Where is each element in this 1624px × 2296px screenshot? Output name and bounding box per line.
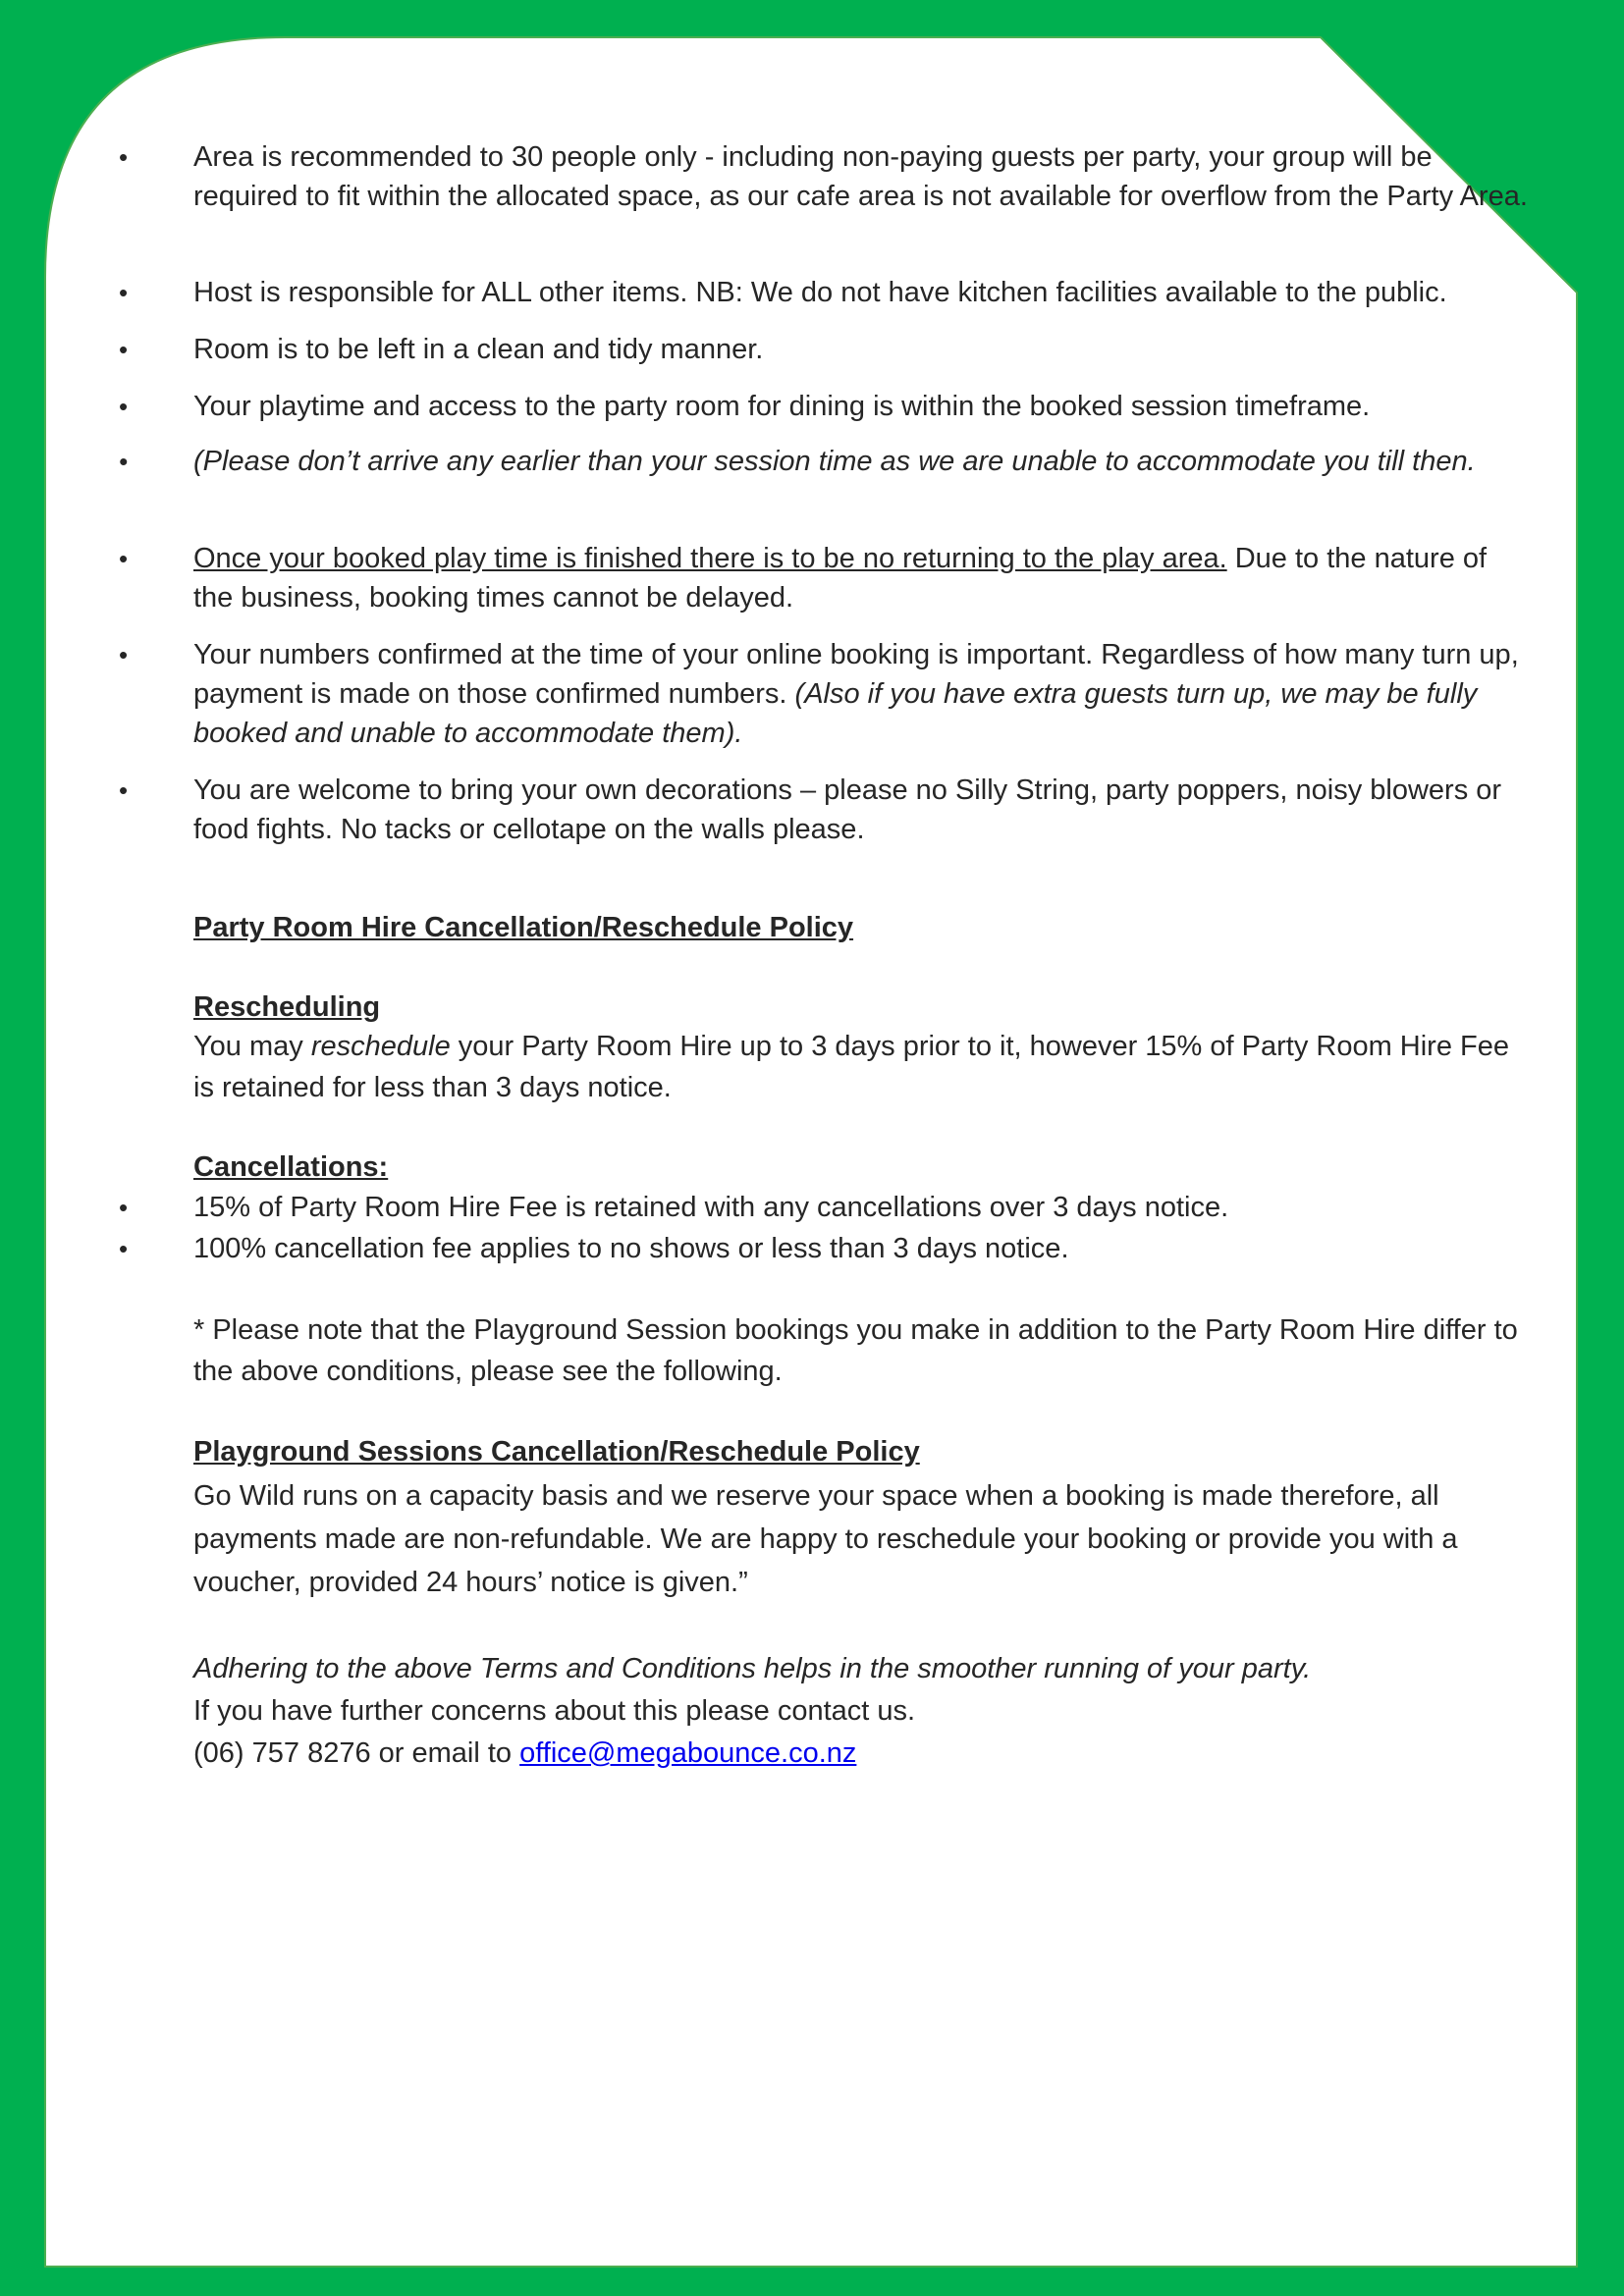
rescheduling-text-after: your Party Room Hire up to 3 days prior to it, however 15% of Party Room Hire Fee is retained for less than 3 days notice. — [193, 1031, 1509, 1103]
rule-numbers-italic: (Also if you have extra guests turn up, we may be fully booked and unable to accommodate them). — [193, 678, 1478, 749]
playground-note: * Please note that the Playground Session bookings you make in addition to the Party Room Hire differ to the above conditions, please see the following. — [193, 1314, 1518, 1387]
rescheduling-text-before: You may — [193, 1031, 311, 1062]
rule-playtime-text: Your playtime and access to the party room for dining is within the booked session timeframe. — [193, 391, 1371, 422]
rule-host-text: Host is responsible for ALL other items. NB: We do not have kitchen facilities available to the public. — [193, 277, 1447, 308]
rule-capacity-text: Area is recommended to 30 people only - including non-paying guests per party, your group will be required to fit within the allocated space, as our cafe area is not available for overflow from the Party Area. — [193, 141, 1528, 212]
playground-policy-heading: Playground Sessions Cancellation/Reschedule Policy — [193, 1436, 920, 1468]
rule-no-returning — [193, 539, 1529, 617]
closing-italic: Adhering to the above Terms and Conditions helps in the smoother running of your party. — [193, 1653, 1312, 1684]
rule-decorations-text: You are welcome to bring your own decorations – please no Silly String, party poppers, noisy blowers or food fights. No tacks or cellotape on the walls please. — [193, 774, 1502, 845]
rule-arrival-text: (Please don’t arrive any earlier than your session time as we are unable to accommodate you till then. — [193, 446, 1476, 477]
cancellation-item-text: 15% of Party Room Hire Fee is retained with any cancellations over 3 days notice. — [193, 1192, 1229, 1223]
phone-number: (06) 757 8276 or email to — [193, 1737, 520, 1769]
rescheduling-text — [193, 1026, 1529, 1108]
email-link[interactable]: office@megabounce.co.nz — [519, 1737, 857, 1769]
rule-host-responsibility — [193, 273, 1529, 312]
rule-clean-text: Room is to be left in a clean and tidy manner. — [193, 334, 764, 365]
rule-clean-room — [193, 330, 1529, 369]
rule-no-returning-rest: Due to the nature of the business, booking times cannot be delayed. — [193, 543, 1488, 614]
rule-playtime — [193, 387, 1529, 426]
contact-line: If you have further concerns about this please contact us. — [193, 1695, 916, 1727]
cancellation-item — [193, 1229, 1529, 1268]
cancellation-item-text: 100% cancellation fee applies to no shows or less than 3 days notice. — [193, 1233, 1069, 1264]
rule-no-returning-underlined: Once your booked play time is finished there is to be no returning to the play area. — [193, 543, 1227, 574]
rescheduling-heading: Rescheduling — [193, 991, 381, 1023]
party-room-policy-heading: Party Room Hire Cancellation/Reschedule Policy — [193, 912, 854, 943]
rule-arrival — [193, 442, 1529, 481]
rule-decorations — [193, 771, 1529, 849]
cancellations-heading: Cancellations: — [193, 1151, 389, 1183]
rescheduling-text-italic: reschedule — [310, 1031, 451, 1062]
rule-numbers-plain: Your numbers confirmed at the time of your online booking is important. Regardless of how many turn up, payment is made on those confirmed numbers. — [193, 639, 1519, 710]
playground-policy-text: Go Wild runs on a capacity basis and we reserve your space when a booking is made therefore, all payments made are non-refundable. We are happy to reschedule your booking or provide you with a voucher, provided 24 hours’ notice is given.” — [193, 1480, 1458, 1598]
rule-numbers-confirmed — [193, 635, 1529, 753]
rule-capacity — [193, 137, 1529, 216]
contact-phone-email — [193, 1733, 1529, 1774]
cancellation-item — [193, 1188, 1529, 1227]
